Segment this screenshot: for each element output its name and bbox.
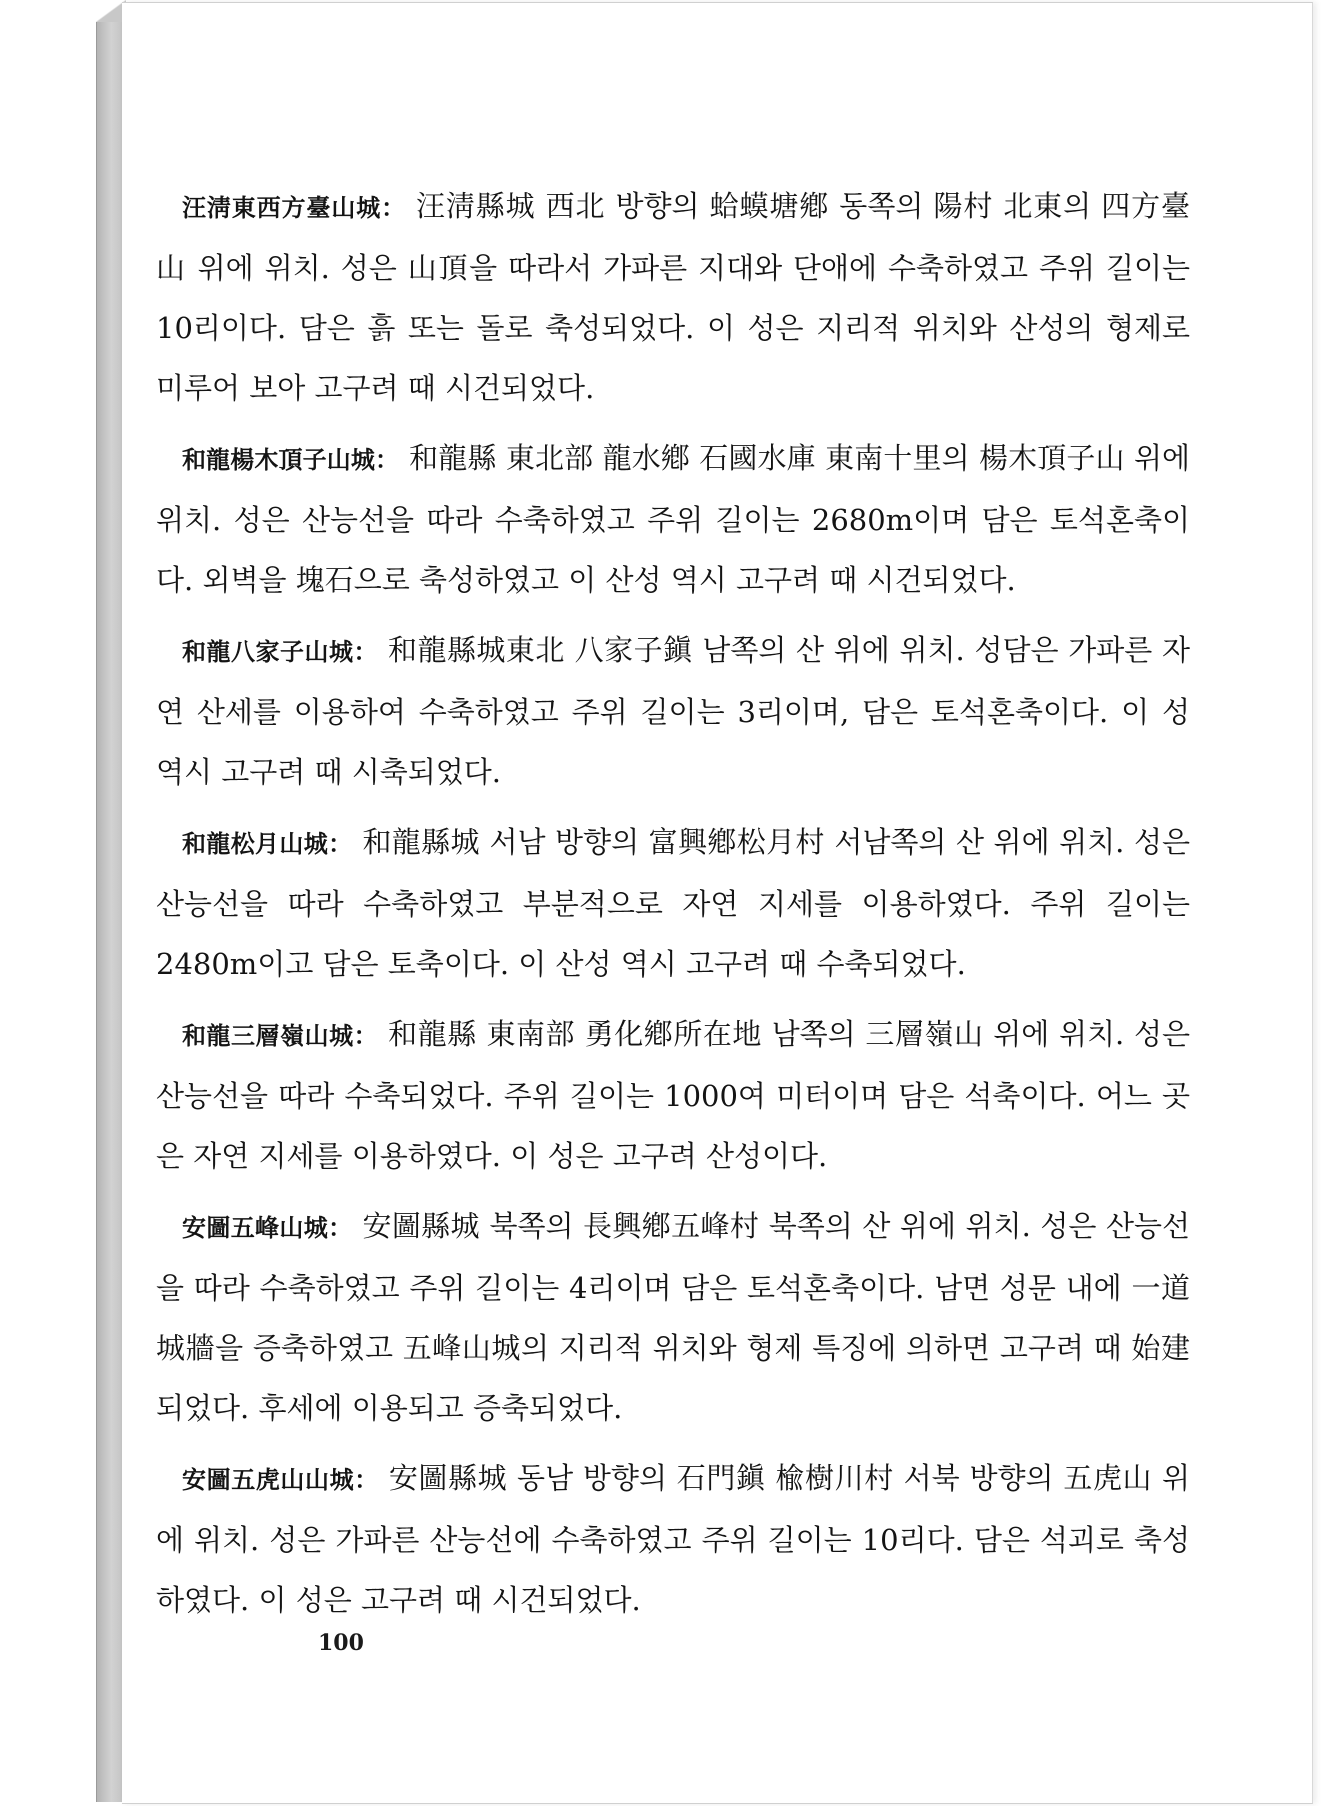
book-spine bbox=[96, 4, 124, 1802]
paragraph-text: 和龍縣 東北部 龍水鄕 石國水庫 東南十里의 楊木頂子山 위에 위치. 성은 산능선을 따라 수축하였고 주위 길이는 2680m이며 담은 토석혼축이다. 외벽을 塊石으로 축성하였고 이 산성 역시 고구려 때 시건되었다. bbox=[156, 441, 1191, 597]
paragraph-title: 安圖五虎山山城： bbox=[182, 1466, 379, 1494]
paragraph-title: 汪淸東西方臺山城： bbox=[182, 194, 406, 222]
paragraph-helong-sancengling bbox=[156, 1004, 1190, 1186]
paragraph-text: 和龍縣 東南部 勇化鄕所在地 남쪽의 三層嶺山 위에 위치. 성은 산능선을 따라 수축되었다. 주위 길이는 1000여 미터이며 담은 석축이다. 어느 곳은 자연 지세를 이용하였다. 이 성은 고구려 산성이다. bbox=[156, 1017, 1191, 1173]
paragraph-title: 安圖五峰山城： bbox=[182, 1214, 353, 1242]
paragraph-text: 安圖縣城 북쪽의 長興鄕五峰村 북쪽의 산 위에 위치. 성은 산능선을 따라 수축하였고 주위 길이는 4리이며 담은 토석혼축이다. 남면 성문 내에 一道城牆을 증축하였고 五峰山城의 지리적 위치와 형제 특징에 의하면 고구려 때 始建되었다. 후세에 이용되고 증축되었다. bbox=[156, 1209, 1190, 1425]
paragraph-title: 和龍楊木頂子山城： bbox=[182, 446, 400, 474]
paragraph-title: 和龍八家子山城： bbox=[182, 638, 378, 666]
paragraph-text: 安圖縣城 동남 방향의 石門鎭 楡樹川村 서북 방향의 五虎山 위에 위치. 성은 가파른 산능선에 수축하였고 주위 길이는 10리다. 담은 석괴로 축성하였다. 이 성은 고구려 때 시건되었다. bbox=[156, 1461, 1190, 1617]
paragraph-text: 汪淸縣城 西北 방향의 蛤蟆塘鄕 동쪽의 陽村 北東의 四方臺山 위에 위치. 성은 山頂을 따라서 가파른 지대와 단애에 수축하였고 주위 길이는 10리이다. 담은 흙 또는 돌로 축성되었다. 이 성은 지리적 위치와 산성의 형제로 미루어 보아 고구려 때 시건되었다. bbox=[156, 189, 1190, 405]
paragraph-wangqing-sifangtai bbox=[156, 176, 1190, 418]
paragraph-helong-yangmudingzi bbox=[156, 428, 1190, 610]
paragraph-text: 和龍縣城東北 八家子鎭 남쪽의 산 위에 위치. 성담은 가파른 자연 산세를 이용하여 수축하였고 주위 길이는 3리이며, 담은 토석혼축이다. 이 성 역시 고구려 때 시축되었다. bbox=[156, 633, 1190, 789]
page-number: 100 bbox=[318, 1630, 364, 1656]
page-body bbox=[156, 176, 1190, 1640]
paragraph-title: 和龍三層嶺山城： bbox=[182, 1022, 379, 1050]
paragraph-helong-songyue bbox=[156, 812, 1190, 994]
paragraph-antu-wufeng bbox=[156, 1196, 1190, 1438]
paragraph-title: 和龍松月山城： bbox=[182, 830, 353, 858]
paragraph-helong-bajiazi bbox=[156, 620, 1190, 802]
paragraph-text: 和龍縣城 서남 방향의 富興鄕松月村 서남쪽의 산 위에 위치. 성은 산능선을 따라 수축하였고 부분적으로 자연 지세를 이용하였다. 주위 길이는 2480m이고 담은 토축이다. 이 산성 역시 고구려 때 수축되었다. bbox=[156, 825, 1190, 981]
paragraph-antu-wuhushan bbox=[156, 1448, 1190, 1630]
